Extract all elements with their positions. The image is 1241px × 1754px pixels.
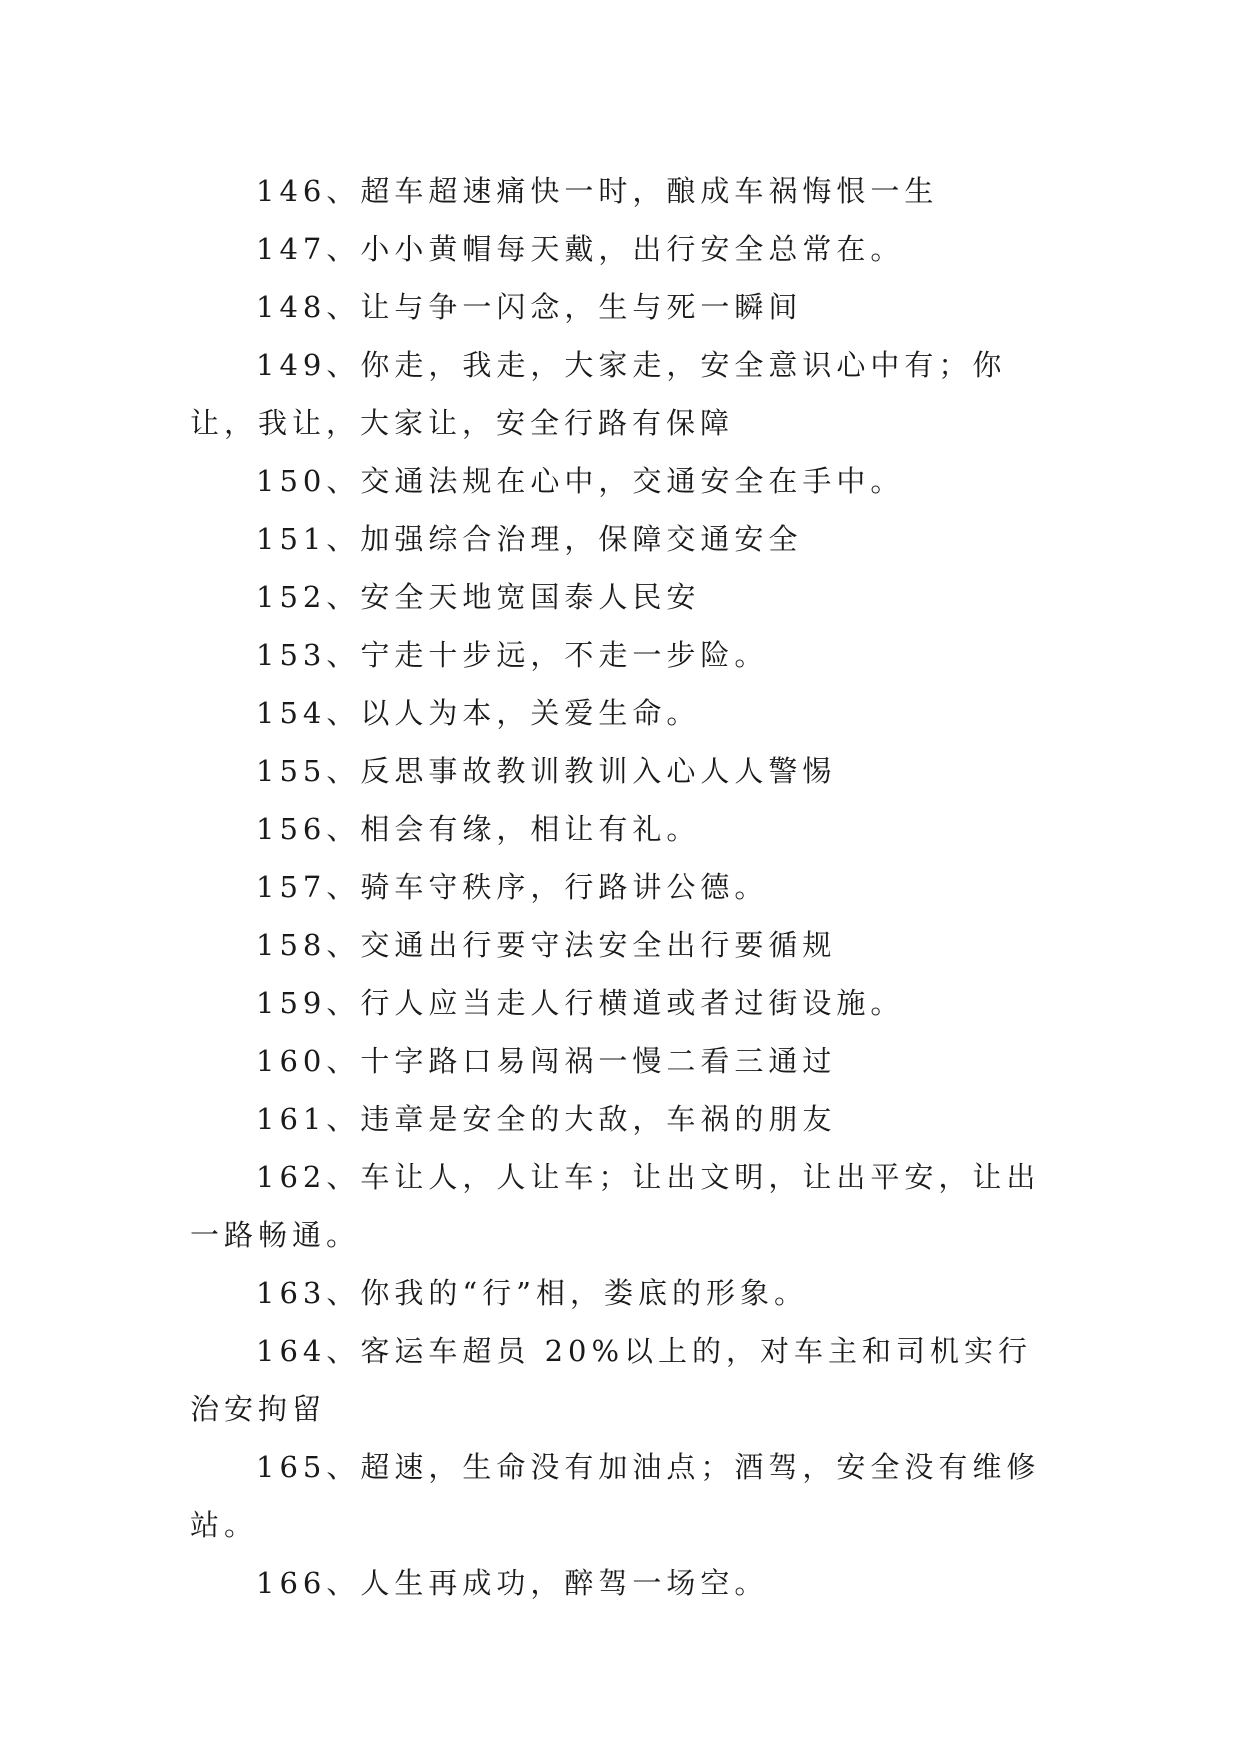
slogan-line: 165、超速，生命没有加油点；酒驾，安全没有维修站。: [190, 1450, 1041, 1542]
slogan-line: 157、骑车守秩序，行路讲公德。: [256, 870, 769, 904]
slogan-line: 146、超车超速痛快一时，酿成车祸悔恨一生: [256, 174, 939, 208]
slogan-line: 162、车让人，人让车；让出文明，让出平安，让出一路畅通。: [190, 1160, 1041, 1252]
slogan-line: 160、十字路口易闯祸一慢二看三通过: [256, 1044, 837, 1078]
slogan-line: 152、安全天地宽国泰人民安: [256, 580, 701, 614]
slogan-line: 151、加强综合治理，保障交通安全: [256, 522, 803, 556]
slogan-line: 158、交通出行要守法安全出行要循规: [256, 928, 837, 962]
slogan-line: 155、反思事故教训教训入心人人警惕: [256, 754, 837, 788]
slogan-line: 148、让与争一闪念，生与死一瞬间: [256, 290, 803, 324]
slogan-line: 147、小小黄帽每天戴，出行安全总常在。: [256, 232, 905, 266]
slogan-line: 161、违章是安全的大敌，车祸的朋友: [256, 1102, 837, 1136]
slogan-line: 153、宁走十步远，不走一步险。: [256, 638, 769, 672]
slogan-line: 149、你走，我走，大家走，安全意识心中有；你让，我让，大家让，安全行路有保障: [190, 348, 1007, 440]
slogan-line: 156、相会有缘，相让有礼。: [256, 812, 701, 846]
slogan-line: 159、行人应当走人行横道或者过街设施。: [256, 986, 905, 1020]
slogan-line: 150、交通法规在心中，交通安全在手中。: [256, 464, 905, 498]
slogan-line: 164、客运车超员 20%以上的，对车主和司机实行治安拘留: [190, 1334, 1033, 1426]
slogan-line: 166、人生再成功，醉驾一场空。: [256, 1566, 769, 1600]
document-body: [190, 162, 1060, 1612]
slogan-line: 163、你我的“行”相，娄底的形象。: [256, 1276, 809, 1310]
slogan-line: 154、以人为本，关爱生命。: [256, 696, 701, 730]
